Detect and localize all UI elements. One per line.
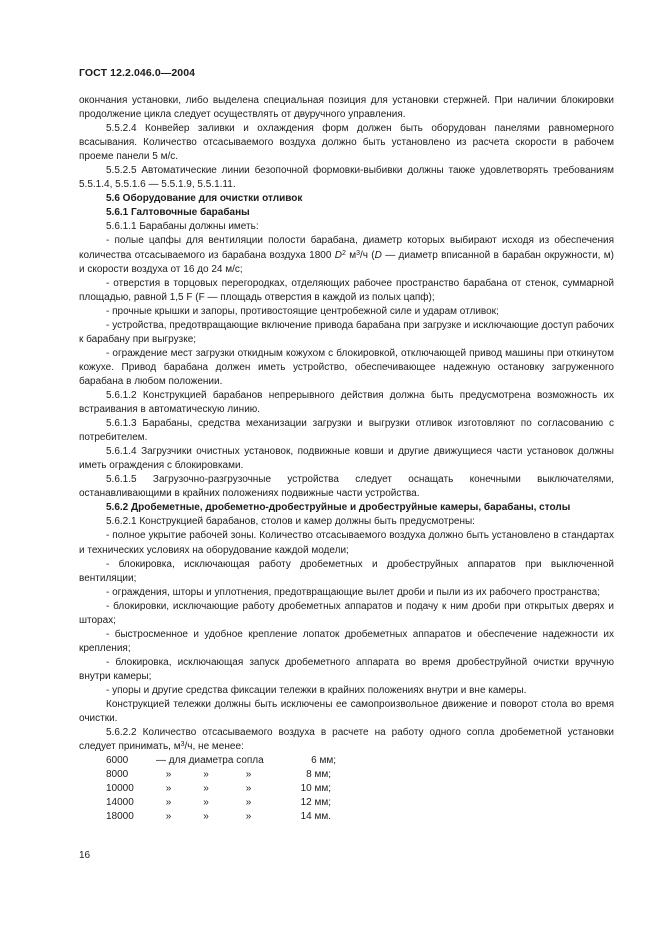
paragraph	[79, 726, 614, 754]
section-heading: 5.6.1 Галтовочные барабаны	[106, 207, 250, 219]
table-cell: »	[203, 769, 209, 781]
paragraph: 5.5.2.4 Конвейер заливки и охлаждения форм должен быть оборудован панелями равномерного всасывания. Количество отсасываемого воздуха должно быть установлено из расчета скорости в рабочем проеме панели 5 м/с.	[79, 123, 614, 163]
table-cell: »	[245, 783, 252, 795]
paragraph: 5.6.1.3 Барабаны, средства механизации загрузки и выгрузки отливок изготовляют по согласованию с потребителем.	[79, 418, 614, 444]
table-cell: »	[165, 811, 172, 823]
paragraph: 5.6.1.5 Загрузочно-разгрузочные устройства следует оснащать конечными выключателями, останавливающими в крайних положениях подвижные части устройства.	[79, 474, 614, 500]
paragraph: - устройства, предотвращающие включение привода барабана при загрузке и исключающие доступ рабочих к барабану при выгрузке;	[79, 319, 614, 345]
airflow-table	[106, 754, 614, 824]
table-row	[106, 796, 614, 810]
table-cell: — для диаметра сопла	[156, 755, 264, 767]
superscript: 2	[341, 249, 346, 257]
table-row	[106, 810, 614, 824]
table-cell: 8000	[106, 769, 129, 781]
paragraph: 5.6.1.2 Конструкцией барабанов непрерывного действия должна быть предусмотрена возможность их встраивания в автоматическую линию.	[79, 389, 614, 416]
table-cell: 10 мм;	[300, 783, 331, 795]
paragraph: - быстросменное и удобное крепление лопаток дробеметных аппаратов и обеспечение надежности их крепления;	[79, 628, 614, 654]
document-header: ГОСТ 12.2.046.0—2004	[79, 67, 196, 79]
text-span: /ч, не менее:	[184, 741, 244, 753]
paragraph: 5.5.2.5 Автоматические линии безопочной формовки-выбивки должны также удовлетворять требованиям 5.5.1.4, 5.5.1.6 — 5.5.1.9, 5.5.1.11.	[79, 165, 614, 191]
table-cell: 10000	[106, 783, 134, 795]
paragraph: - ограждение мест загрузки откидным кожухом с блокировкой, отключающей привод машины при откинутом кожухе. Привод барабана должен иметь устройство, обеспечивающее надежную остановку загруженного барабана в любом положении.	[79, 347, 614, 387]
paragraph: Конструкцией тележки должны быть исключены ее самопроизвольное движение и поворот стола во время очистки.	[79, 699, 614, 725]
table-cell: »	[165, 797, 172, 809]
text-span: /ч (	[359, 249, 375, 261]
paragraph: - упоры и другие средства фиксации тележки в крайних положениях внутри и вне камеры.	[106, 684, 527, 696]
text-span: — диаметр вписанной в барабан окружности, м) и скорости воздуха от 16 до 24 м/с;	[79, 249, 614, 275]
text-span: - полые цапфы для вентиляции полости барабана, диаметр которых выбирают исходя из обеспечения количества отсасываемого из барабана воздуха 1800	[79, 235, 614, 261]
paragraph: 5.6.2.1 Конструкцией барабанов, столов и камер должны быть предусмотрены:	[106, 516, 475, 528]
table-row	[106, 754, 614, 768]
table-cell: 14 мм.	[300, 811, 331, 823]
section-heading: 5.6.2 Дробеметные, дробеметно-дробеструйные и дробеструйные камеры, барабаны, столы	[106, 502, 571, 514]
text-span: D	[374, 249, 382, 261]
text-span: 5.6.2.2 Количество отсасываемого воздуха в расчете на работу одного сопла дробеметной установки следует принимать, м	[79, 727, 614, 753]
paragraph: - блокировка, исключающая запуск дробеметного аппарата во время дробеструйной очистки вручную внутри камеры;	[79, 656, 614, 682]
paragraph	[79, 234, 614, 276]
table-cell: »	[203, 811, 209, 823]
section-heading: 5.6 Оборудование для очистки отливок	[106, 193, 303, 205]
table-cell: »	[245, 811, 252, 823]
page-number: 16	[79, 850, 91, 861]
table-cell: »	[165, 783, 172, 795]
table-cell: 6000	[106, 755, 129, 767]
superscript: 3	[180, 741, 185, 749]
paragraph: - прочные крышки и запоры, противостоящие центробежной силе и ударам отливок;	[106, 305, 499, 317]
text-span: м	[345, 249, 357, 261]
table-row	[106, 768, 614, 782]
table-cell: 8 мм;	[306, 769, 331, 781]
paragraph: 5.6.1.1 Барабаны должны иметь:	[106, 221, 259, 233]
superscript: 3	[356, 249, 360, 257]
paragraph: - блокировка, исключающая работу дробеметных и дробеструйных аппаратов при выключенной вентиляции;	[79, 558, 614, 584]
table-cell: »	[165, 769, 172, 781]
paragraph: - ограждения, шторы и уплотнения, предотвращающие вылет дроби и пыли из их рабочего пространства;	[106, 586, 601, 598]
paragraph: - блокировки, исключающие работу дробеметных аппаратов и подачу к ним дроби при открытых дверях и шторах;	[79, 600, 614, 626]
table-cell: »	[203, 783, 209, 795]
table-cell: 14000	[106, 797, 134, 809]
table-cell: »	[245, 797, 252, 809]
table-cell: 12 мм;	[300, 797, 331, 809]
table-cell: »	[203, 797, 209, 809]
paragraph: - полное укрытие рабочей зоны. Количество отсасываемого воздуха должно быть установлено в стандартах и технических условиях на оборудование каждой модели;	[79, 530, 614, 556]
text-span: D	[334, 249, 342, 261]
paragraph: - отверстия в торцовых перегородках, отделяющих рабочее пространство барабана от стенок, суммарной площадью, равной 1,5 F (F — площадь отверстия в каждой из полых цапф);	[79, 277, 614, 303]
table-cell: 18000	[106, 811, 134, 823]
paragraph: окончания установки, либо выделена специальная позиция для установки стержней. При наличии блокировки продолжение цикла следует осуществлять от двуручного управления.	[79, 95, 614, 121]
document-body	[79, 94, 614, 824]
table-cell: »	[245, 769, 252, 781]
table-cell: 6 мм;	[311, 755, 336, 767]
table-row	[106, 782, 614, 796]
paragraph: 5.6.1.4 Загрузчики очистных установок, подвижные ковши и другие движущиеся части установок должны иметь ограждения с блокировками.	[79, 446, 614, 472]
